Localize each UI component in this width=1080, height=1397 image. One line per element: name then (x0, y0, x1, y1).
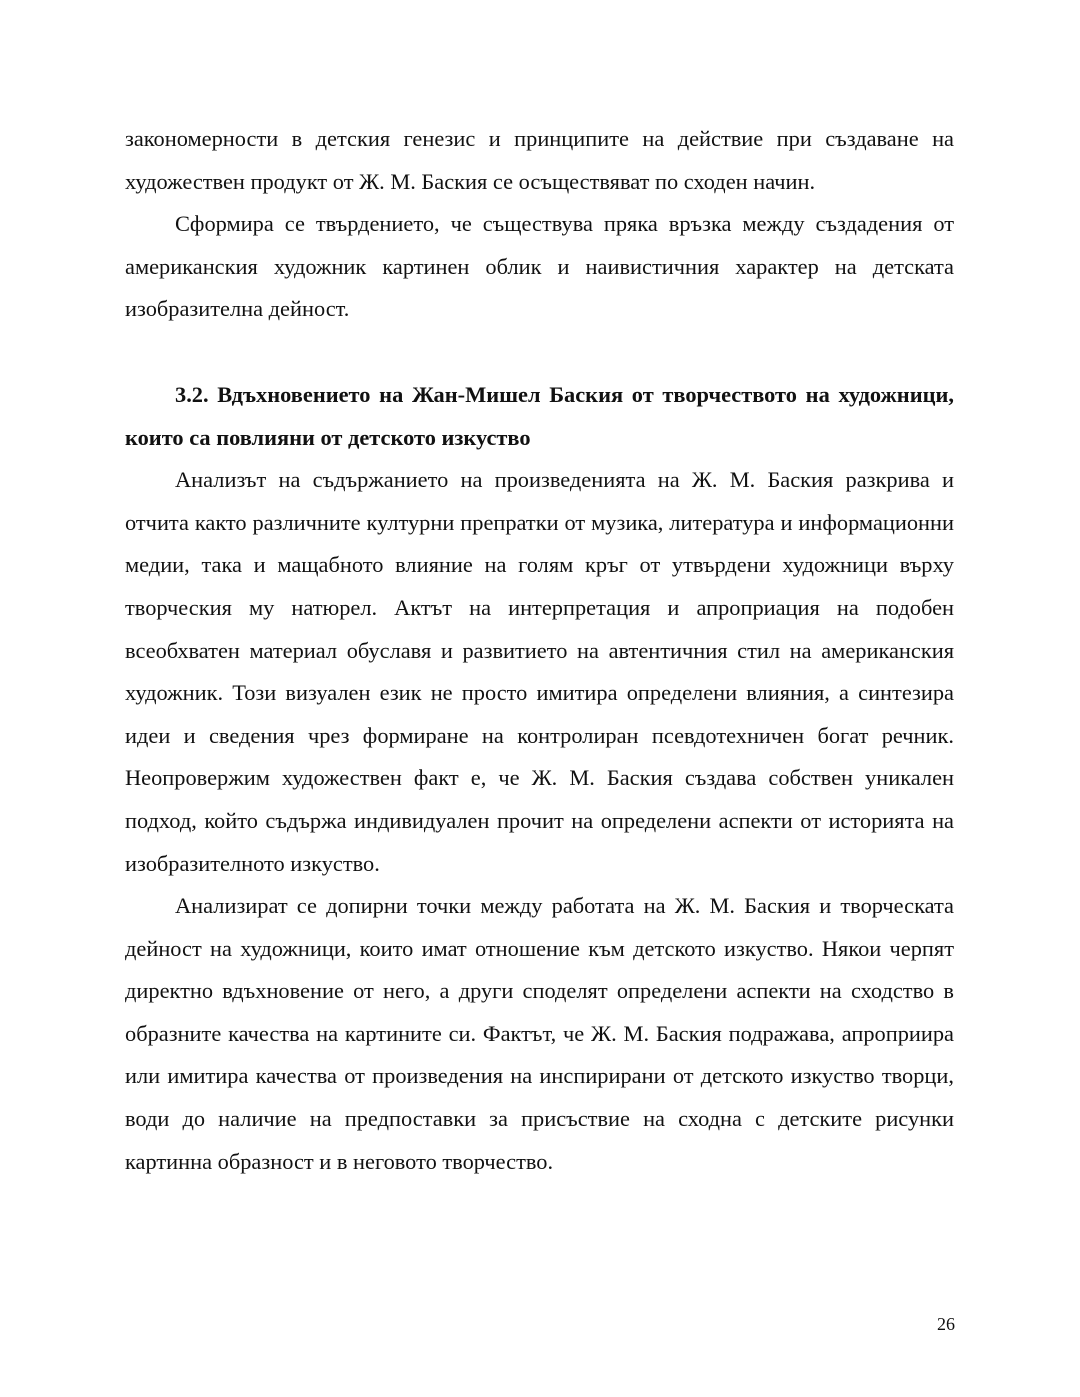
document-page (125, 118, 954, 1183)
paragraph-comparison: Анализират се допирни точки между работата на Ж. М. Баския и творческата дейност на художници, които имат отношение към детското изкуство. Някои черпят директно вдъхновение от него, а други споделят определени аспекти на сходство в образните качества на картините си. Фактът, че Ж. М. Баския подражава, апроприира или имитира качества от произведения на инспирирани от детското изкуство творци, води до наличие на предпоставки за присъствие на сходна с детските рисунки картинна образност и в неговото творчество. (125, 893, 954, 1174)
paragraph-continuation: закономерности в детския генезис и принципите на действие при създаване на художествен продукт от Ж. М. Баския се осъществяват по сходен начин. (125, 126, 954, 194)
section-heading: 3.2. Вдъхновението на Жан-Мишел Баския от творчеството на художници, които са повлияни от детското изкуство (125, 381, 954, 450)
paragraph-analysis: Анализът на съдържанието на произведенията на Ж. М. Баския разкрива и отчита както различните културни препратки от музика, литература и информационни медии, така и мащабното влияние на голям кръг от утвърдени художници върху творческия му натюрел. Актът на интерпретация и апроприация на подобен всеобхватен материал обуславя и развитието на автентичния стил на американския художник. Този визуален език не просто имитира определени влияния, а синтезира идеи и сведения чрез формиране на контролиран псевдотехничен богат речник. Неопровержим художествен факт е, че Ж. М. Баския създава собствен уникален подход, който съдържа индивидуален прочит на определени аспекти от историята на изобразителното изкуство. (125, 467, 954, 876)
page-number: 26 (937, 1314, 955, 1334)
paragraph-claim: Сформира се твърдението, че съществува пряка връзка между създадения от американския художник картинен облик и наивистичния характер на детската изобразителна дейност. (125, 211, 954, 322)
